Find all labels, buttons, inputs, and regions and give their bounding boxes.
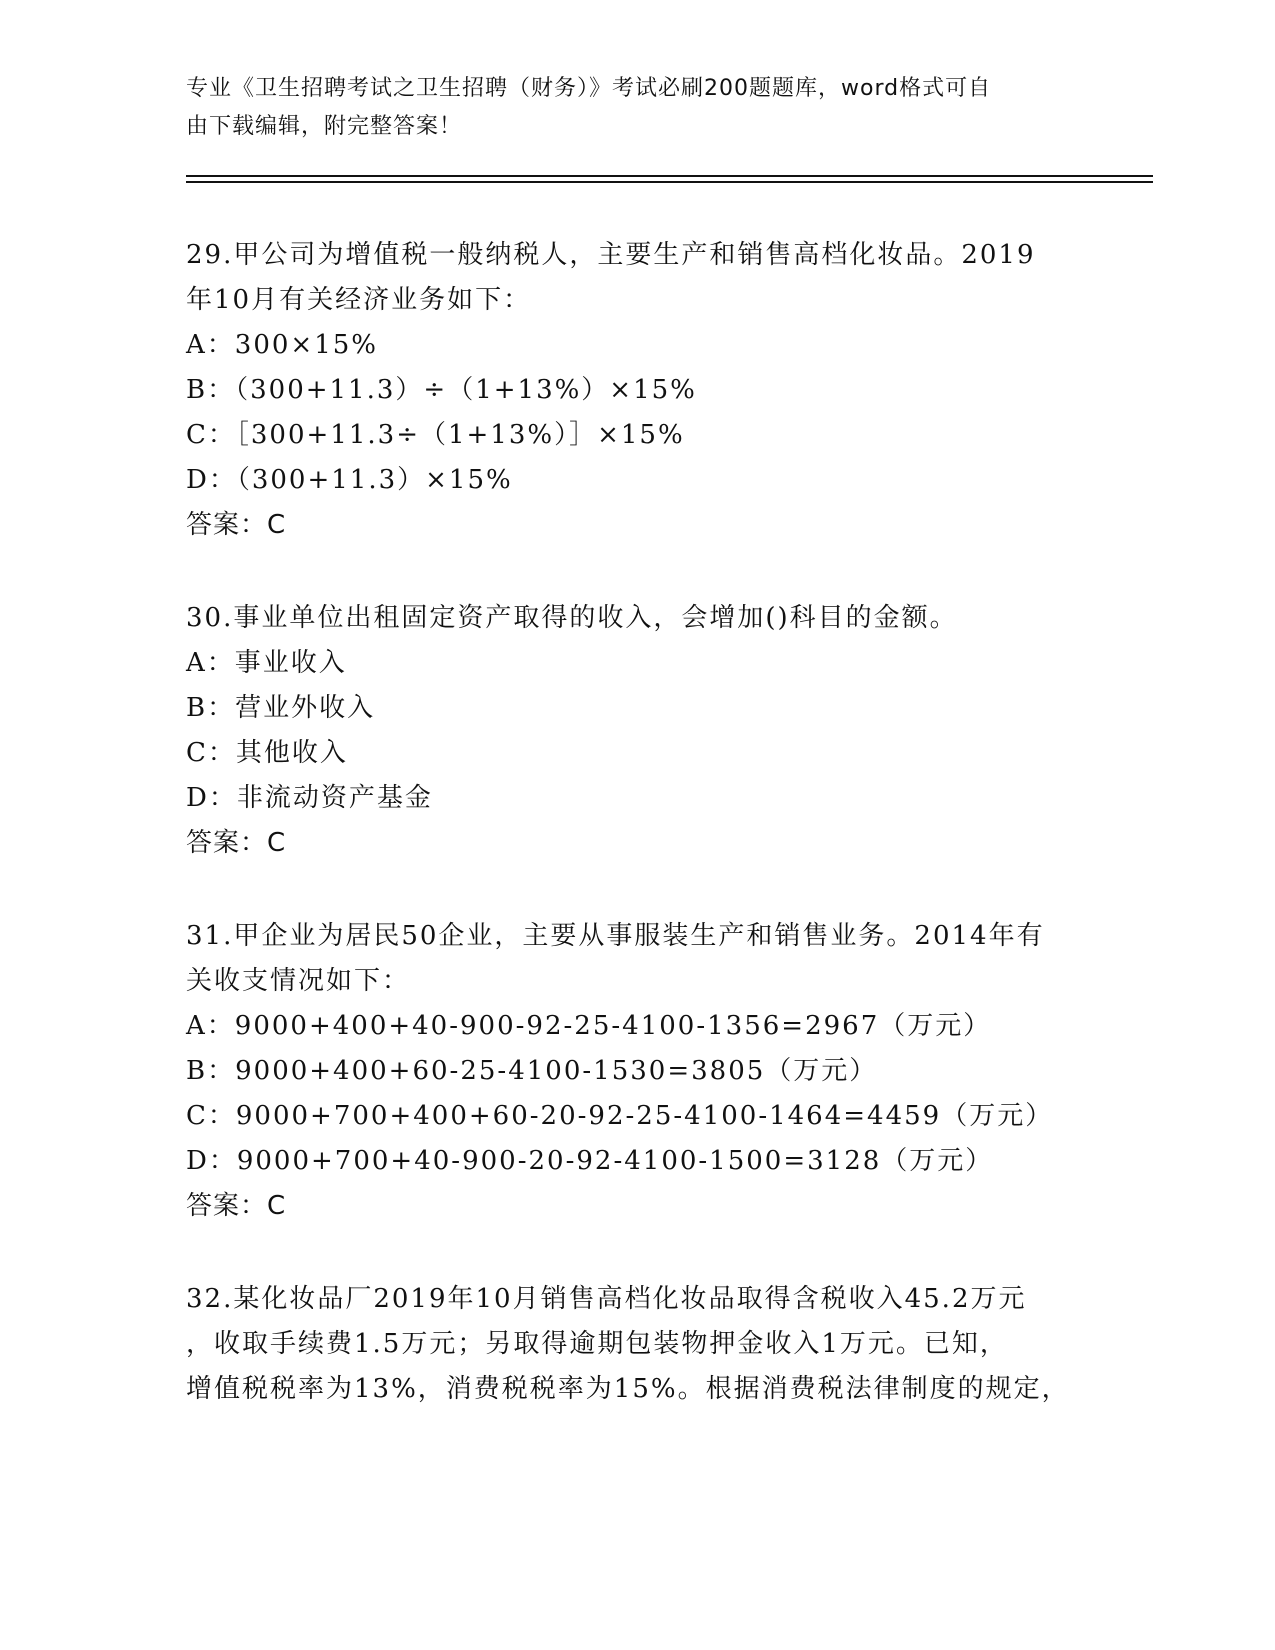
question-stem-line: 32.某化妆品厂2019年10月销售高档化妆品取得含税收入45.2万元 xyxy=(186,1284,1027,1314)
option-a: A：300×15% xyxy=(186,330,378,360)
option-d: D：非流动资产基金 xyxy=(186,783,433,813)
header-line-1: 专业《卫生招聘考试之卫生招聘（财务）》考试必刷200题题库，word格式可自 xyxy=(186,76,992,101)
option-a: A：事业收入 xyxy=(186,648,347,678)
question-32 xyxy=(186,1277,1086,1412)
option-a: A：9000+400+40-900-92-25-4100-1356=2967（万元） xyxy=(186,1011,992,1041)
document-header xyxy=(186,70,1066,146)
option-c: C：其他收入 xyxy=(186,738,348,768)
option-d: D：（300+11.3）×15% xyxy=(186,465,513,495)
option-b: B：营业外收入 xyxy=(186,693,376,723)
question-stem-line: 年10月有关经济业务如下： xyxy=(186,285,532,315)
question-31 xyxy=(186,914,1086,1229)
question-30 xyxy=(186,596,1086,866)
option-c: C：［300+11.3÷（1+13%）］×15% xyxy=(186,420,685,450)
answer: 答案：C xyxy=(186,1191,287,1221)
header-divider-top xyxy=(186,175,1153,177)
header-divider-bottom xyxy=(186,181,1153,183)
answer: 答案：C xyxy=(186,828,287,858)
header-line-2: 由下载编辑，附完整答案！ xyxy=(186,114,463,139)
question-29 xyxy=(186,233,1086,548)
question-stem-line: 增值税税率为13%，消费税税率为15%。根据消费税法律制度的规定， xyxy=(186,1374,1070,1404)
option-c: C：9000+700+400+60-20-92-25-4100-1464=4459（万元） xyxy=(186,1101,1054,1131)
question-stem-line: 29.甲公司为增值税一般纳税人，主要生产和销售高档化妆品。2019 xyxy=(186,240,1036,270)
question-stem-line: 30.事业单位出租固定资产取得的收入，会增加()科目的金额。 xyxy=(186,603,958,633)
answer: 答案：C xyxy=(186,510,287,540)
option-d: D：9000+700+40-900-20-92-4100-1500=3128（万元） xyxy=(186,1146,994,1176)
option-b: B：9000+400+60-25-4100-1530=3805（万元） xyxy=(186,1056,878,1086)
question-stem-line: 31.甲企业为居民50企业，主要从事服装生产和销售业务。2014年有 xyxy=(186,921,1045,951)
question-stem-line: 关收支情况如下： xyxy=(186,966,411,996)
question-stem-line: ，收取手续费1.5万元；另取得逾期包装物押金收入1万元。已知， xyxy=(186,1329,1008,1359)
option-b: B：（300+11.3）÷（1+13%）×15% xyxy=(186,375,697,405)
